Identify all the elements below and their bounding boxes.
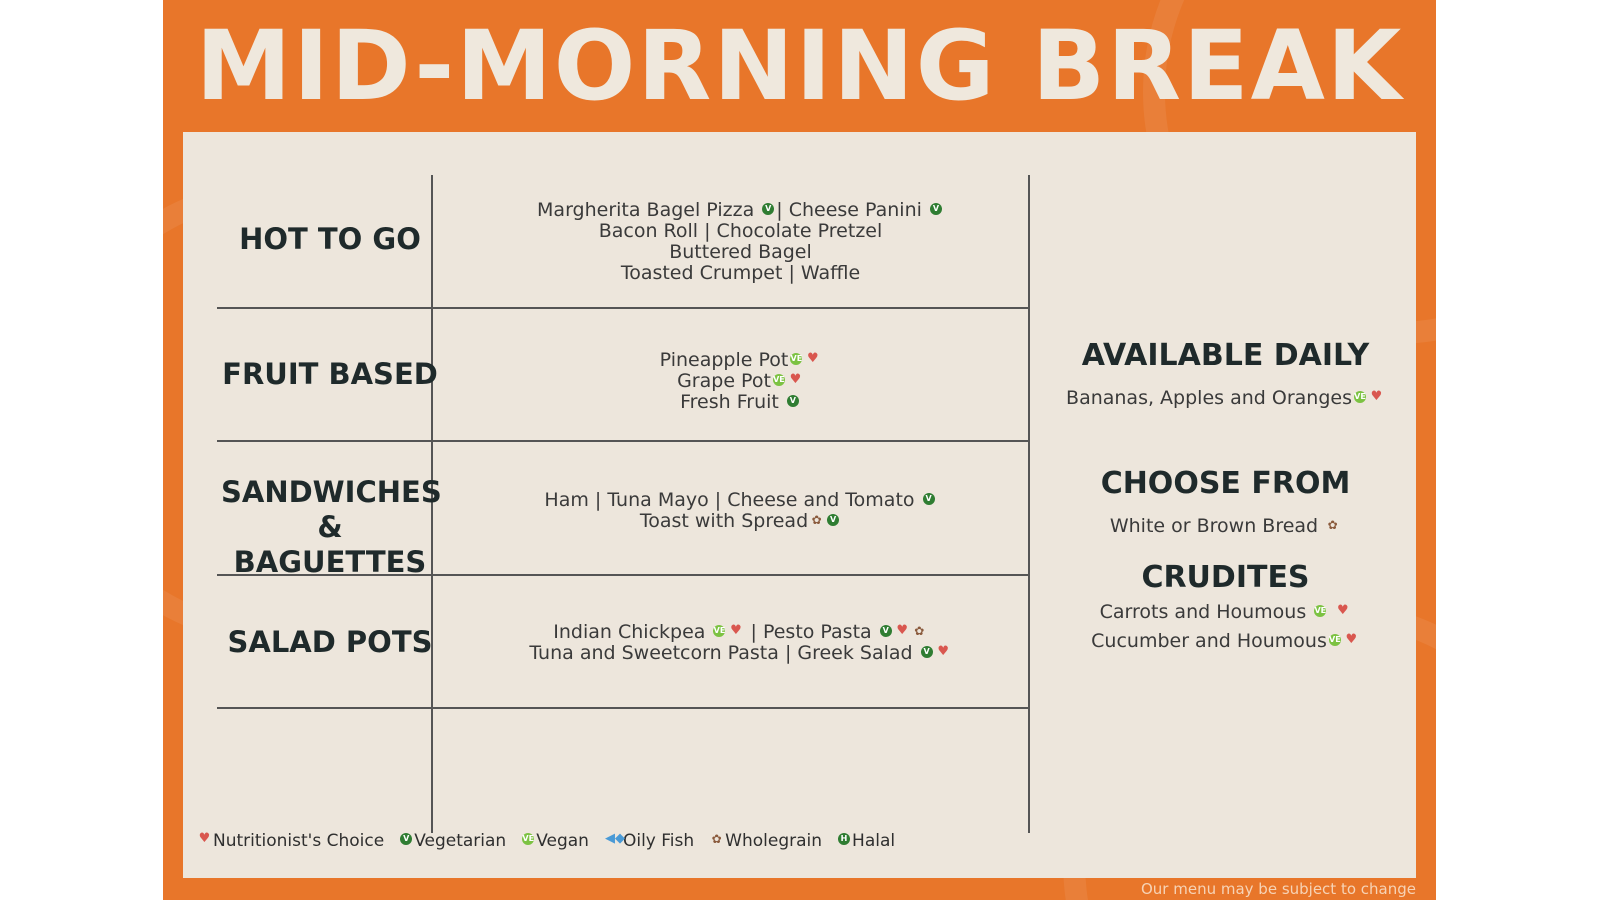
page-title: MID-MORNING BREAK <box>195 10 1404 122</box>
menu-item-line <box>438 511 1043 532</box>
vegetarian-icon: V <box>923 493 935 505</box>
wholegrain-icon: ✿ <box>914 623 925 638</box>
menu-item-text: | Cheese Panini <box>776 199 928 221</box>
category-line: & BAGUETTES <box>233 510 427 579</box>
legend-label: Vegetarian <box>414 831 507 851</box>
grid-line <box>217 307 1030 309</box>
legend-label: Wholegrain <box>725 831 823 851</box>
menu-item-text: Bacon Roll | Chocolate Pretzel <box>598 220 883 242</box>
menu-item-line <box>438 622 1043 643</box>
vegan-icon: VE <box>713 625 726 635</box>
category-hot-to-go: HOT TO GO <box>239 222 421 256</box>
category-salad-pots: SALAD POTS <box>227 625 433 659</box>
menu-item-text: | Pesto Pasta <box>744 621 878 643</box>
heart-icon: ♥ <box>807 350 819 366</box>
category-fruit-based: FRUIT BASED <box>222 357 438 391</box>
heart-icon: ♥ <box>896 622 909 638</box>
heart-icon: ♥ <box>1345 631 1358 647</box>
heart-icon: ♥ <box>1370 388 1383 404</box>
vegan-icon: VE <box>790 353 803 363</box>
crudites-heading: CRUDITES <box>1141 560 1310 595</box>
legend-item <box>708 831 822 851</box>
heart-icon: ♥ <box>1337 602 1349 618</box>
choose-from-label: White or Brown Bread <box>1109 515 1319 537</box>
heart-icon: ♥ <box>789 371 802 387</box>
heart-icon: ♥ <box>730 622 742 638</box>
vegetarian-icon: V <box>762 203 774 215</box>
wholegrain-icon: ✿ <box>1327 517 1338 532</box>
vegetarian-icon: V <box>400 833 412 845</box>
wholegrain-icon: ✿ <box>711 832 722 846</box>
menu-disclaimer: Our menu may be subject to change <box>1140 880 1416 898</box>
menu-poster <box>163 0 1436 900</box>
menu-item-text: Grape Pot <box>677 370 771 392</box>
menu-item-text: Pineapple Pot <box>659 349 789 371</box>
halal-icon: H <box>838 833 850 845</box>
legend-item <box>398 831 506 851</box>
legend-item <box>836 831 895 851</box>
items-sandwiches-baguettes <box>438 490 1043 532</box>
legend-label: Vegan <box>536 831 589 851</box>
choose-from-heading: CHOOSE FROM <box>1100 466 1351 501</box>
menu-item-line <box>438 643 1043 664</box>
vegetarian-icon: V <box>787 395 799 407</box>
available-daily-heading: AVAILABLE DAILY <box>1081 338 1370 373</box>
vegan-icon: VE <box>522 834 535 843</box>
menu-item-text: Buttered Bagel <box>669 241 812 263</box>
items-salad-pots <box>438 622 1043 664</box>
menu-item-text: Ham | Tuna Mayo | Cheese and Tomato <box>544 489 921 511</box>
legend-item <box>520 831 589 851</box>
wholegrain-icon: ✿ <box>811 512 822 527</box>
crudites-item <box>1033 630 1418 652</box>
vegetarian-icon: V <box>827 514 839 526</box>
vegan-icon: VE <box>773 374 785 384</box>
available-daily-label: Bananas, Apples and Oranges <box>1066 387 1352 409</box>
menu-item-line <box>438 263 1043 284</box>
crudites-label: Carrots and Houmous <box>1099 601 1307 623</box>
legend-item <box>603 831 694 851</box>
items-hot-to-go <box>438 200 1043 284</box>
category-line: SANDWICHES <box>221 475 442 509</box>
menu-item-text: Toasted Crumpet | Waffle <box>620 262 861 284</box>
menu-item-line <box>438 371 1043 392</box>
vegan-icon: VE <box>1329 634 1341 644</box>
menu-item-text: Margherita Bagel Pizza <box>537 199 761 221</box>
available-daily-text <box>1033 387 1418 409</box>
choose-from-text <box>1033 515 1418 537</box>
menu-item-line <box>438 200 1043 221</box>
menu-item-text: Toast with Spread <box>639 510 809 532</box>
menu-item-text: Tuna and Sweetcorn Pasta | Greek Salad <box>529 642 919 664</box>
legend-label: Oily Fish <box>622 831 695 851</box>
vegetarian-icon: V <box>930 203 942 215</box>
vegan-icon: VE <box>1314 605 1327 615</box>
menu-item-text: Fresh Fruit <box>680 391 785 413</box>
vegetarian-icon: V <box>921 646 933 658</box>
menu-item-line <box>438 392 1043 413</box>
crudites-item <box>1033 601 1418 623</box>
legend-label: Nutritionist's Choice <box>213 831 385 851</box>
legend-item <box>196 831 384 851</box>
vegan-icon: VE <box>1354 391 1366 401</box>
heart-icon: ♥ <box>937 643 949 659</box>
menu-item-line <box>438 350 1043 371</box>
menu-item-line <box>438 242 1043 263</box>
heart-icon: ♥ <box>198 831 211 846</box>
legend-label: Halal <box>852 831 896 851</box>
menu-item-text: Indian Chickpea <box>553 621 712 643</box>
crudites-label: Cucumber and Houmous <box>1091 630 1327 652</box>
category-sandwiches-baguettes <box>221 475 442 580</box>
items-fruit-based <box>438 350 1043 413</box>
menu-item-line <box>438 221 1043 242</box>
menu-panel <box>183 132 1416 878</box>
vegetarian-icon: V <box>880 625 892 637</box>
dietary-legend <box>196 831 909 851</box>
grid-line <box>217 440 1030 442</box>
fish-icon: ◀◆ <box>604 831 625 846</box>
grid-line <box>217 707 1030 709</box>
menu-item-line <box>438 490 1043 511</box>
